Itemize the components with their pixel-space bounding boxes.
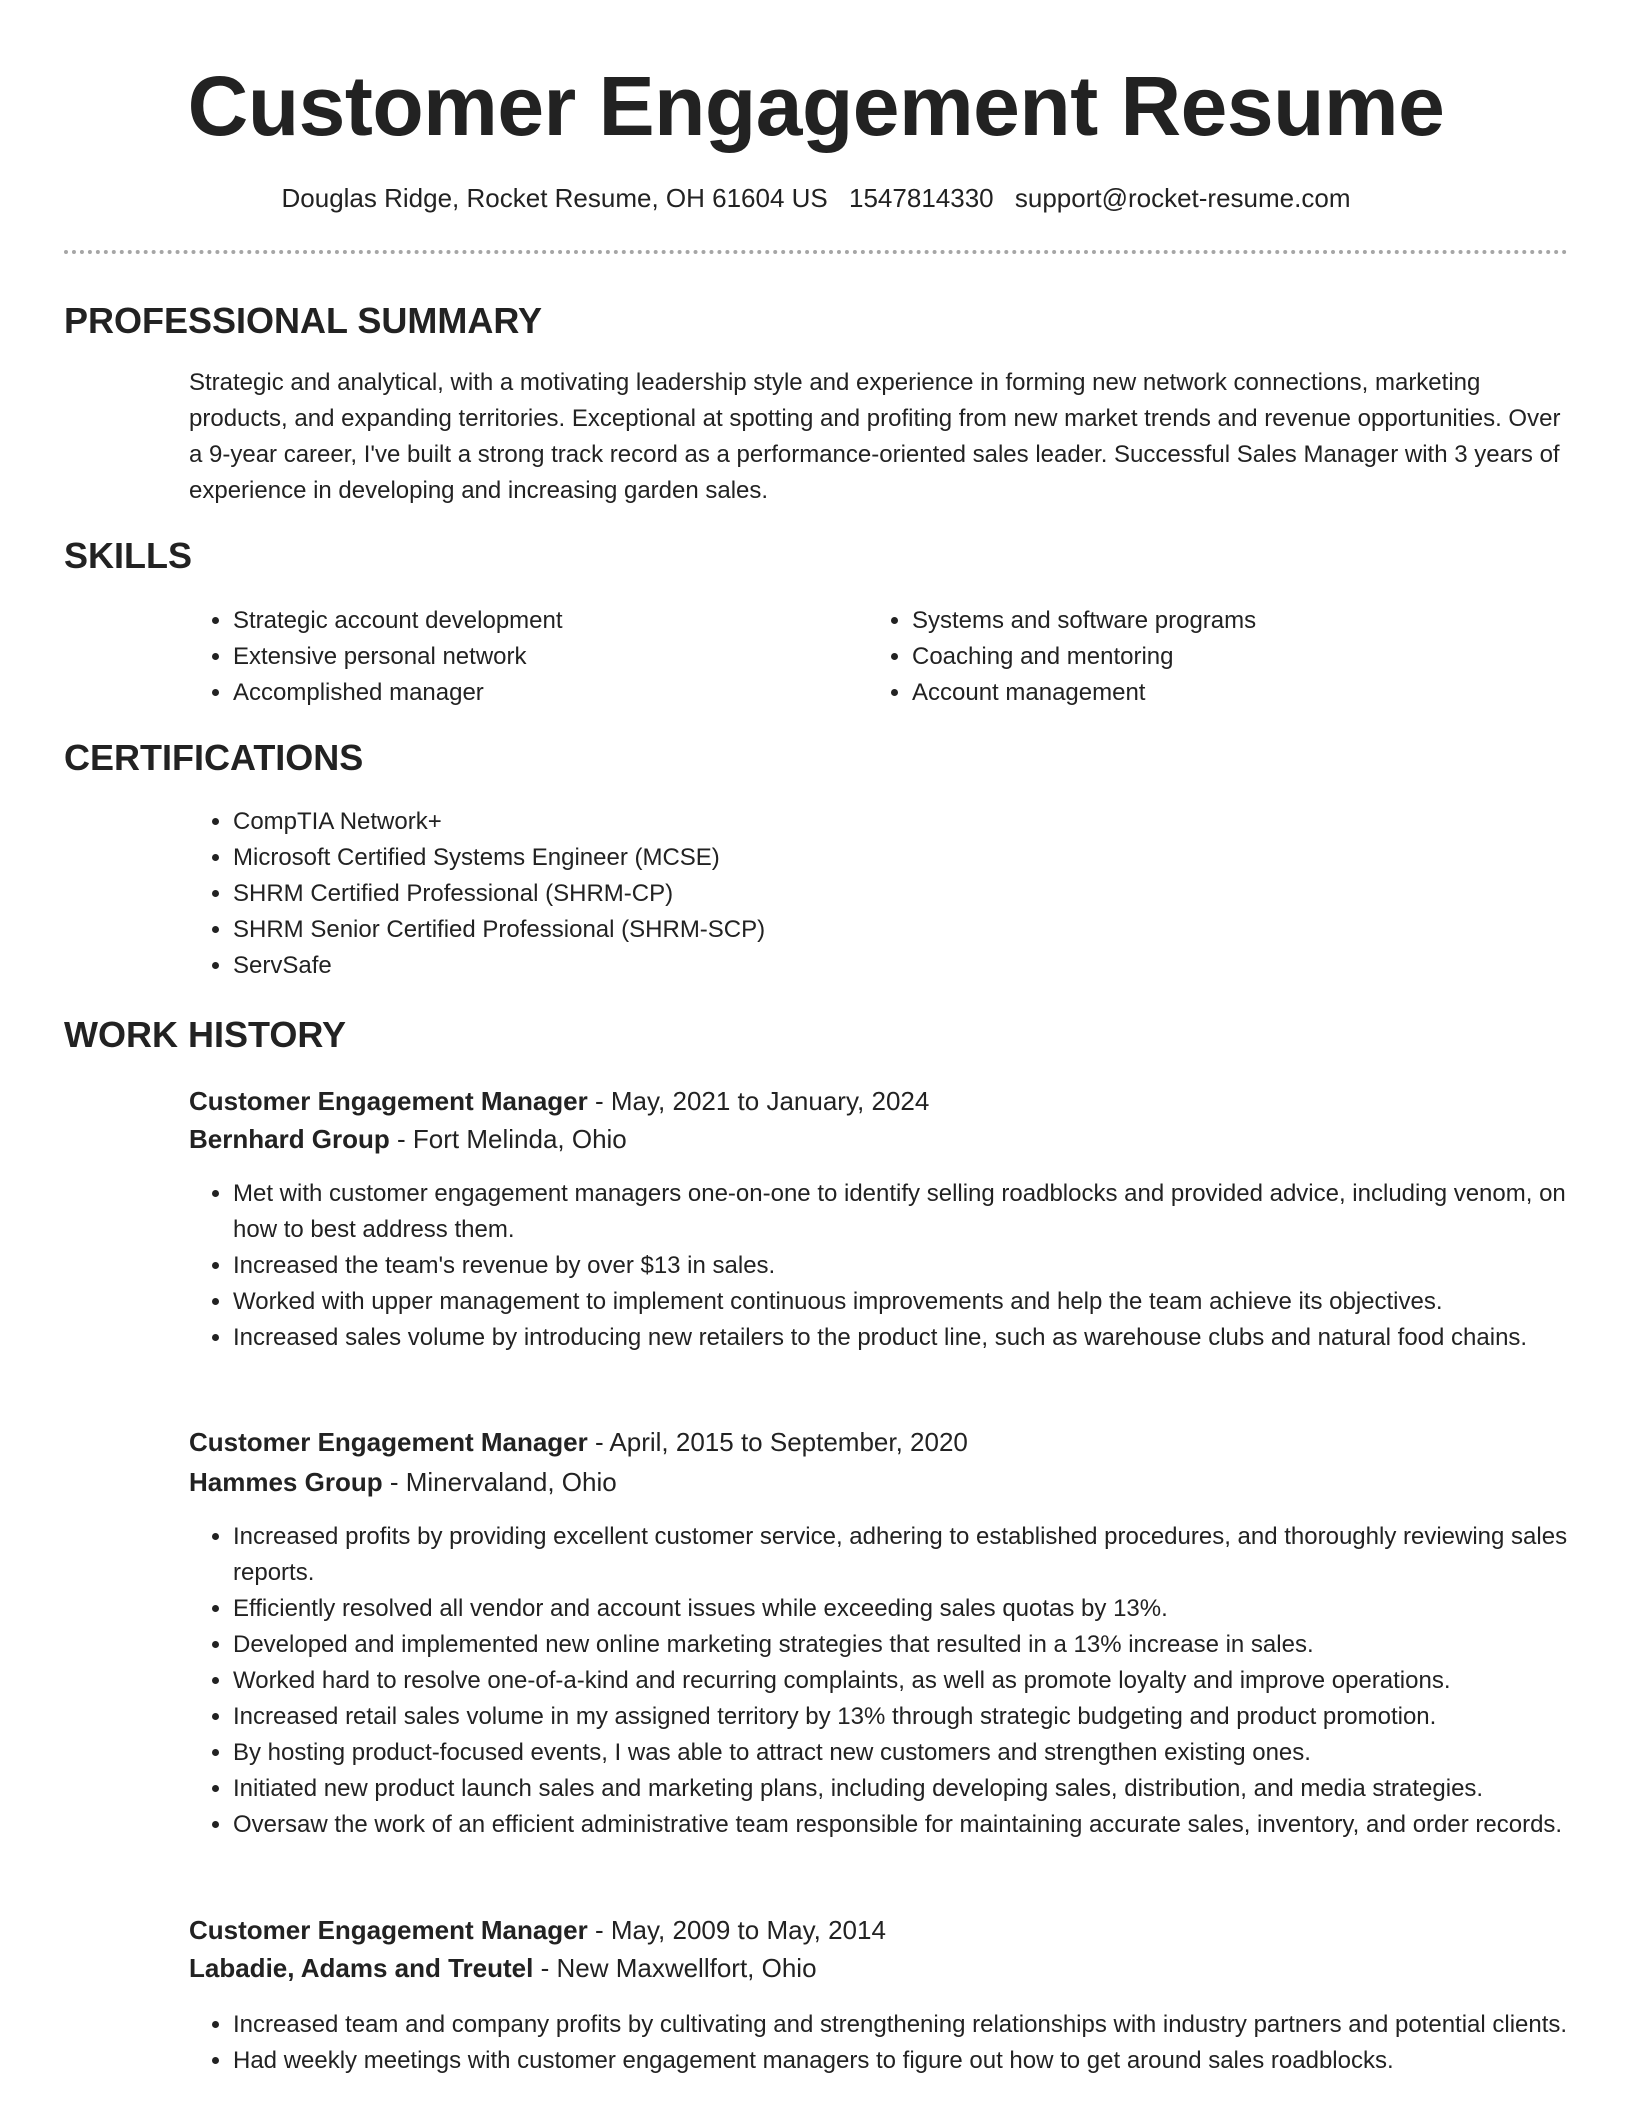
list-item: • Systems and software programs — [912, 603, 1612, 639]
job-dates: - April, 2015 to September, 2020 — [587, 1427, 968, 1457]
list-item: • Developed and implemented new online marketing strategies that resulted in a 13% increase in sales. — [233, 1627, 1613, 1663]
skills-heading: SKILLS — [64, 535, 193, 576]
skills-list-right — [868, 603, 1612, 711]
list-item: • Increased the team's revenue by over $13 in sales. — [233, 1248, 1613, 1284]
job-title: Customer Engagement Manager — [189, 1086, 588, 1116]
list-item: • SHRM Senior Certified Professional (SHRM-SCP) — [233, 912, 1613, 948]
list-item: • Efficiently resolved all vendor and account issues while exceeding sales quotas by 13%. — [233, 1591, 1613, 1627]
job-location: - New Maxwellfort, Ohio — [533, 1953, 817, 1983]
list-item: • Increased team and company profits by cultivating and strengthening relationships with industry partners and potential clients. — [233, 2007, 1613, 2043]
list-item: • Worked with upper management to implement continuous improvements and help the team achieve its objectives. — [233, 1284, 1613, 1320]
job-title: Customer Engagement Manager — [189, 1427, 588, 1457]
list-item: • Coaching and mentoring — [912, 639, 1612, 675]
list-item: • Oversaw the work of an efficient administrative team responsible for maintaining accurate sales, inventory, and order records. — [233, 1807, 1613, 1843]
job-dates: - May, 2021 to January, 2024 — [587, 1086, 930, 1116]
job-bullets — [189, 1519, 1613, 1843]
list-item: • ServSafe — [233, 948, 1613, 984]
resume-title: Customer Engagement Resume — [187, 59, 1445, 153]
contact-email: support@rocket-resume.com — [1014, 183, 1351, 213]
job-company: Hammes Group — [189, 1467, 383, 1497]
job-company: Labadie, Adams and Treutel — [189, 1953, 534, 1983]
job-title-line — [189, 1911, 1569, 1949]
job-location: - Minervaland, Ohio — [382, 1467, 617, 1497]
header-divider — [64, 250, 1568, 254]
skills-list-left — [189, 603, 863, 711]
list-item: • Accomplished manager — [233, 675, 863, 711]
list-item: • Had weekly meetings with customer engagement managers to figure out how to get around sales roadblocks. — [233, 2043, 1613, 2079]
list-item: • SHRM Certified Professional (SHRM-CP) — [233, 876, 1613, 912]
list-item: • Strategic account development — [233, 603, 863, 639]
list-item: • Account management — [912, 675, 1612, 711]
job-location: - Fort Melinda, Ohio — [389, 1124, 627, 1154]
certifications-heading: CERTIFICATIONS — [64, 737, 364, 778]
list-item: • Met with customer engagement managers one-on-one to identify selling roadblocks and provided advice, including venom, on how to best address them. — [233, 1176, 1613, 1248]
summary-heading: PROFESSIONAL SUMMARY — [64, 300, 543, 341]
list-item: • Initiated new product launch sales and marketing plans, including developing sales, distribution, and media strategies. — [233, 1771, 1613, 1807]
job-bullets — [189, 1176, 1613, 1356]
list-item: • Worked hard to resolve one-of-a-kind and recurring complaints, as well as promote loyalty and improve operations. — [233, 1663, 1613, 1699]
job-title: Customer Engagement Manager — [189, 1915, 588, 1945]
list-item: • Increased retail sales volume in my assigned territory by 13% through strategic budgeting and product promotion. — [233, 1699, 1613, 1735]
list-item: • Increased profits by providing excellent customer service, adhering to established procedures, and thoroughly reviewing sales reports. — [233, 1519, 1613, 1591]
contact-phone: 1547814330 — [849, 183, 994, 213]
job-company-line — [189, 1120, 1569, 1158]
job-company-line — [189, 1463, 1569, 1501]
job-title-line — [189, 1082, 1569, 1120]
contact-address: Douglas Ridge, Rocket Resume, OH 61604 US — [281, 183, 828, 213]
job-bullets — [189, 2007, 1613, 2079]
list-item: • Increased sales volume by introducing new retailers to the product line, such as warehouse clubs and natural food chains. — [233, 1320, 1613, 1356]
job-company: Bernhard Group — [189, 1124, 390, 1154]
certifications-list — [189, 804, 1613, 984]
job-dates: - May, 2009 to May, 2014 — [587, 1915, 886, 1945]
list-item: • By hosting product-focused events, I was able to attract new customers and strengthen existing ones. — [233, 1735, 1613, 1771]
work-history-heading: WORK HISTORY — [64, 1014, 347, 1055]
list-item: • CompTIA Network+ — [233, 804, 1613, 840]
contact-line — [0, 182, 1632, 214]
list-item: • Microsoft Certified Systems Engineer (MCSE) — [233, 840, 1613, 876]
job-company-line — [189, 1949, 1569, 1987]
list-item: • Extensive personal network — [233, 639, 863, 675]
job-title-line — [189, 1423, 1569, 1461]
summary-text: Strategic and analytical, with a motivating leadership style and experience in forming new network connections, marketing products, and expanding territories. Exceptional at spotting and profiting from new market trends and revenue opportunities. Over a 9-year career, I've built a strong track record as a performance-oriented sales leader. Successful Sales Manager with 3 years of experience in developing and increasing garden sales. — [189, 369, 1561, 504]
